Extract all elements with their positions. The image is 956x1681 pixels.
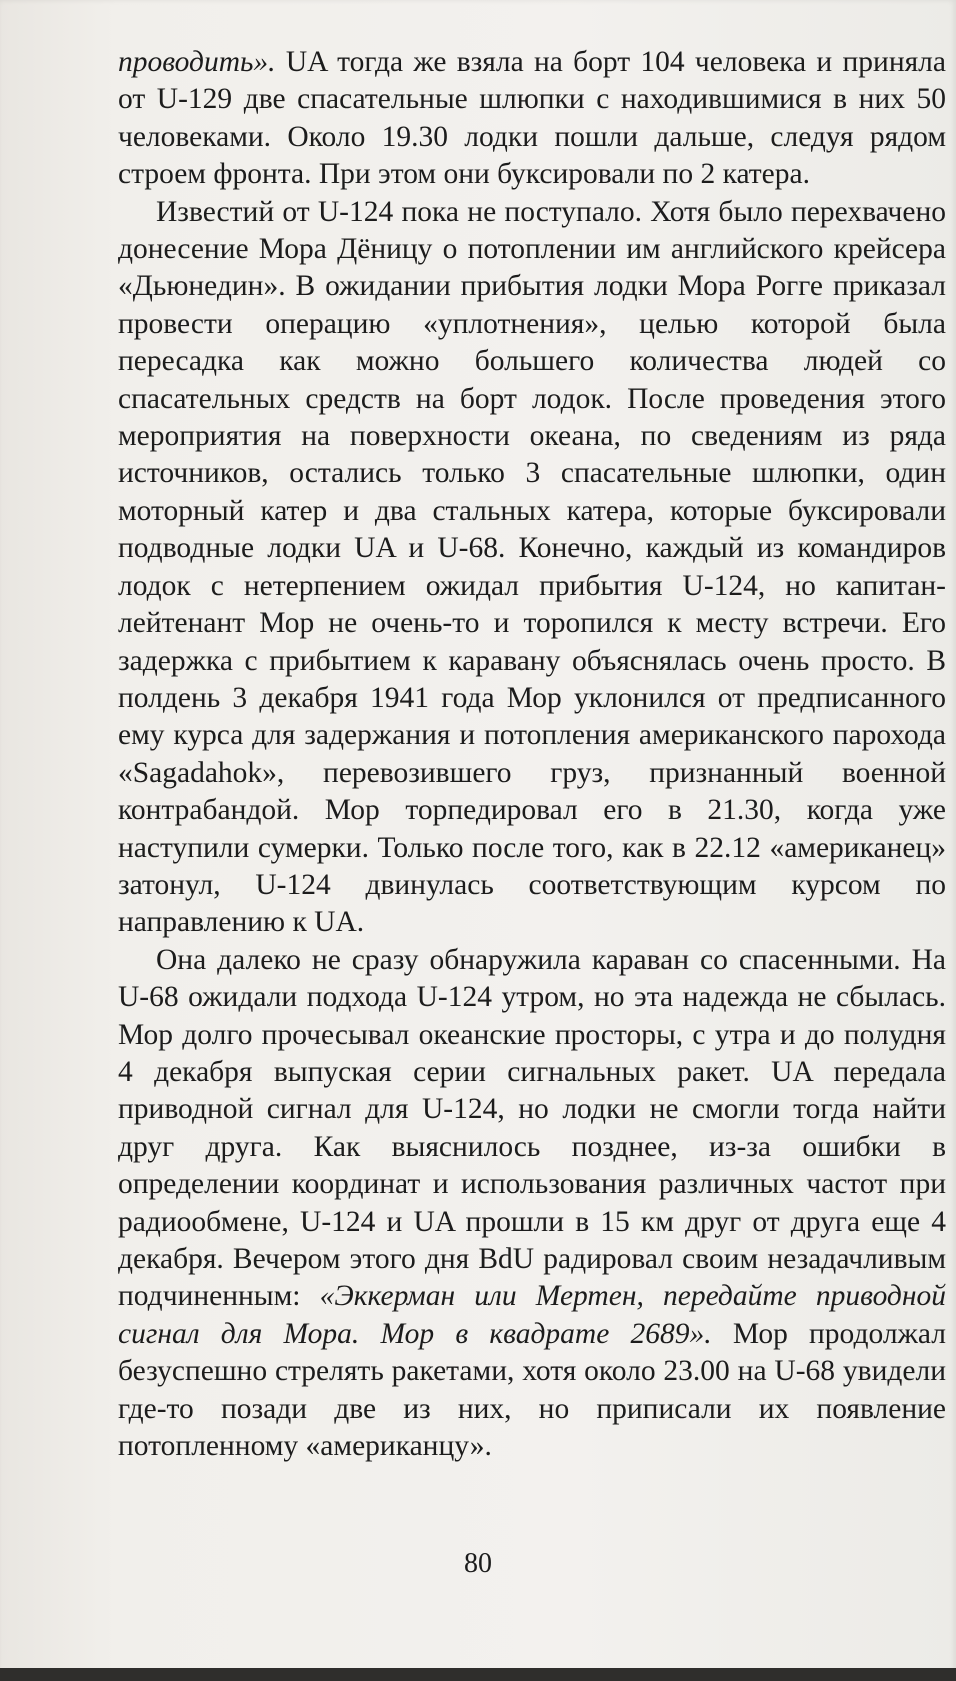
body-text	[118, 44, 946, 1465]
paragraph-3-text: Она далеко не сразу обнаружила караван со спасенными. На U-68 ожидали подхода U-124 утром, но эта надежда не сбылась. Мор долго прочесывал океанские просторы, с утра и до полудня 4 декабря выпуская серии сигнальных ракет. UA передала приводной сигнал для U-124, но лодки не смогли тогда найти друг друга. Как выяснилось позднее, из-за ошибки в определении координат и использования различных частот при радиообмене, U-124 и UA прошли в 15 км друг от друга еще 4 декабря. Вечером этого дня BdU радировал своим незадачливым подчиненным:	[118, 943, 946, 1313]
paragraph-1	[118, 44, 946, 194]
page-number: 80	[464, 1548, 492, 1579]
paragraph-3-tail: Мор продолжал безуспешно стрелять ракетами, хотя около 23.00 на U-68 увидели где-то позади две из них, но приписали их появление потопленному «американцу».	[118, 1317, 946, 1463]
paragraph-1-italic-lead: проводить».	[118, 46, 276, 78]
paragraph-3	[118, 942, 946, 1466]
paragraph-1-text: UA тогда же взяла на борт 104 человека и приняла от U-129 две спасательные шлюпки с находившимися в них 50 человеками. Около 19.30 лодки пошли дальше, следуя рядом строем фронта. При этом они буксировали по 2 катера.	[118, 46, 946, 191]
paragraph-2-text: Известий от U-124 пока не поступало. Хотя было перехвачено донесение Мора Дёницу о потоплении им английского крейсера «Дьюнедин». В ожидании прибытия лодки Мора Рогге приказал провести операцию «уплотнения», целью которой была пересадка как можно большего количества людей со спасательных средств на борт лодок. После проведения этого мероприятия на поверхности океана, по сведениям из ряда источников, остались только 3 спасательные шлюпки, один моторный катер и два стальных катера, которые буксировали подводные лодки UA и U-68. Конечно, каждый из командиров лодок с нетерпением ожидал прибытия U-124, но капитан-лейтенант Мор не очень-то и торопился к месту встречи. Его задержка с прибытием к каравану объяснялась очень просто. В полдень 3 декабря 1941 года Мор уклонился от предписанного ему курса для задержания и потопления американского парохода «Sagadahok», перевозившего груз, признанный военной контрабандой. Мор торпедировал его в 21.30, когда уже наступили сумерки. Только после того, как в 22.12 «американец» затонул, U-124 двинулась соответствующим курсом по направлению к UA.	[118, 195, 946, 939]
paragraph-2	[118, 194, 946, 942]
paragraph-3-italic-quote: «Эккерман или Мертен, передайте приводной сигнал для Мора. Мор в квадрате 2689».	[118, 1280, 946, 1350]
page-edge-shadow	[0, 1668, 956, 1681]
